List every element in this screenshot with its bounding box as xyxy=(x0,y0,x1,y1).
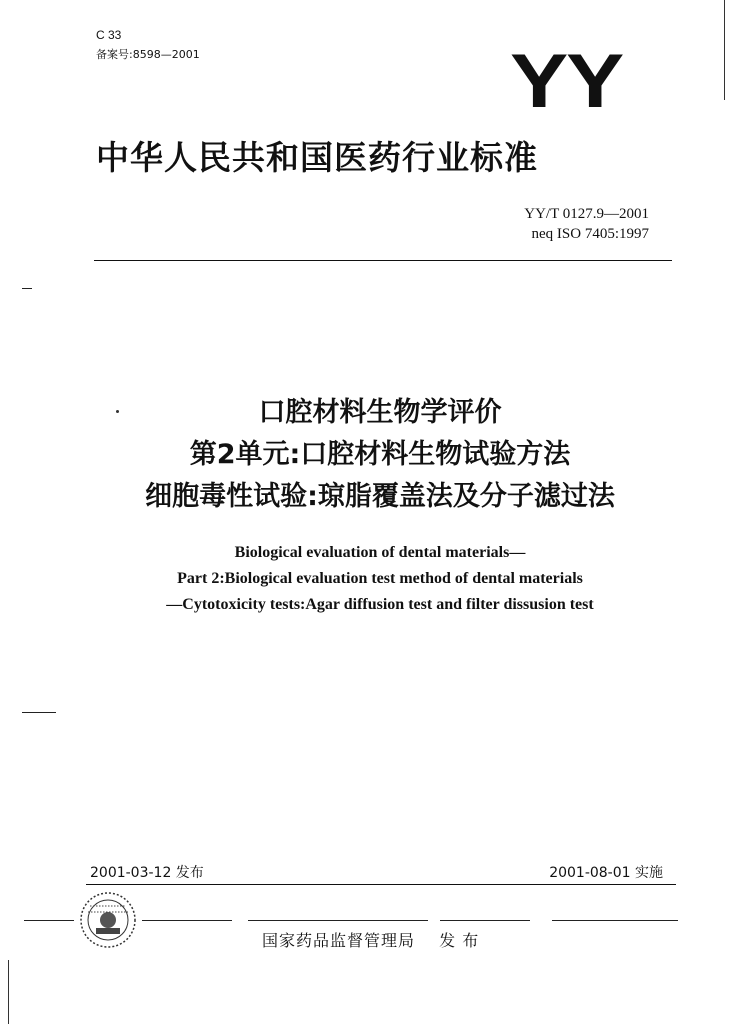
margin-tick xyxy=(22,712,56,713)
title-en xyxy=(0,540,735,618)
publisher-verb: 发 布 xyxy=(439,931,480,950)
classification-code: C 33 xyxy=(96,28,122,42)
seal-line-left xyxy=(24,920,74,921)
left-edge-mark xyxy=(8,960,9,1024)
publisher xyxy=(262,928,479,951)
publisher-line-right xyxy=(440,920,530,921)
title-cn-line3: 细胞毒性试验:琼脂覆盖法及分子滤过法 xyxy=(145,481,615,512)
official-seal-icon xyxy=(78,890,138,950)
footer-rule xyxy=(86,884,676,885)
standard-number-block xyxy=(524,204,649,244)
record-number: 备案号:8598—2001 xyxy=(96,48,200,61)
publisher-line-far xyxy=(552,920,678,921)
right-edge-mark xyxy=(724,0,725,100)
org-title: 中华人民共和国医药行业标准 xyxy=(96,138,538,177)
seal-line-right xyxy=(142,920,232,921)
publisher-line-left xyxy=(248,920,428,921)
publisher-name: 国家药品监督管理局 xyxy=(262,931,416,950)
title-cn-line2: 第2单元:口腔材料生物试验方法 xyxy=(189,439,571,470)
effective-date: 2001-08-01 实施 xyxy=(549,865,663,881)
margin-tick xyxy=(22,288,32,289)
issue-date: 2001-03-12 发布 xyxy=(90,865,204,881)
title-cn-line1: 口腔材料生物学评价 xyxy=(258,397,502,428)
standard-number: YY/T 0127.9—2001 xyxy=(524,206,649,222)
standard-logo: YY xyxy=(510,39,622,124)
title-en-line1: Biological evaluation of dental materials— xyxy=(234,544,526,561)
header-rule xyxy=(94,260,672,261)
equivalent-standard: neq ISO 7405:1997 xyxy=(531,226,649,242)
title-cn xyxy=(0,392,735,518)
title-en-line2: Part 2:Biological evaluation test method of dental materials xyxy=(177,570,583,587)
title-en-line3: —Cytotoxicity tests:Agar diffusion test and filter dissusion test xyxy=(166,596,594,613)
